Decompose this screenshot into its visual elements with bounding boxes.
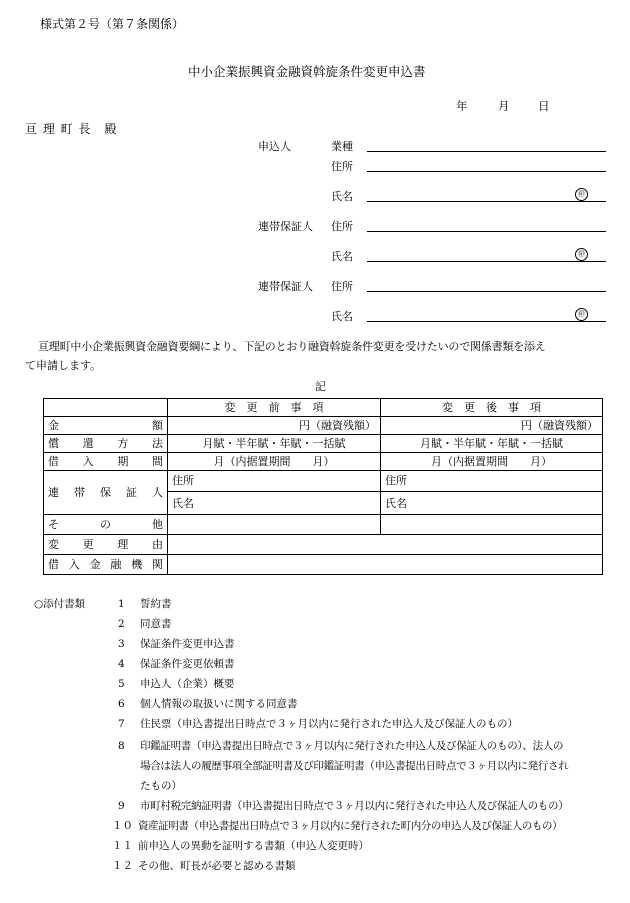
table-row-guarantor-address	[44, 471, 603, 492]
attachment-no: 7	[118, 718, 125, 730]
table-row-reason	[44, 535, 603, 555]
row-label-period: 借入期間	[44, 453, 168, 471]
attachment-no: １２	[112, 860, 133, 872]
addressee: 亘 理 町 長 殿	[25, 122, 118, 136]
attachment-item-3	[118, 634, 235, 654]
table-row-bank	[44, 555, 603, 575]
guarantor1-address-line[interactable]	[367, 231, 606, 232]
date-year: 年	[456, 99, 468, 113]
guarantor-after-address-cell[interactable]: 住所	[381, 471, 603, 492]
attachment-no: 6	[118, 698, 125, 710]
date-month: 月	[498, 99, 510, 113]
applicant-address-label: 住所	[331, 160, 353, 173]
attachment-item-4	[118, 654, 235, 674]
attachment-text: 保証条件変更依頼書	[140, 658, 235, 670]
guarantor-before-address-cell[interactable]: 住所	[168, 471, 381, 492]
applicant-name-label: 氏名	[331, 190, 353, 203]
guarantor2-name-label: 氏名	[331, 310, 353, 323]
attachment-text: その他、町長が必要と認める書類	[138, 860, 296, 872]
attachments-label: ○添付書類	[34, 598, 86, 610]
other-after-cell[interactable]	[381, 515, 603, 535]
attachment-text: 市町村税完納証明書（申込書提出日時点で３ヶ月以内に発行された申込人及び保証人のもの）	[140, 800, 569, 812]
guarantor1-name-line[interactable]	[367, 261, 606, 262]
attachment-item-7	[118, 714, 518, 734]
attachment-text: 同意書	[140, 618, 172, 630]
attachment-no: 3	[118, 638, 125, 650]
attachment-text: 前申込人の異動を証明する書類（申込人変更時）	[138, 840, 369, 852]
attachment-item-9	[118, 796, 568, 816]
ki-heading: 記	[315, 380, 326, 393]
guarantor-before-name-cell[interactable]: 氏名	[168, 492, 381, 515]
attachment-item-8-cont2: たもの）	[140, 780, 182, 792]
guarantor-after-name-cell[interactable]: 氏名	[381, 492, 603, 515]
attachment-no: 5	[118, 678, 125, 690]
attachment-no: 9	[118, 800, 125, 812]
header-blank	[44, 399, 168, 417]
form-number: 様式第２号（第７条関係）	[40, 17, 185, 31]
table-row-period	[44, 453, 603, 471]
bank-cell[interactable]	[168, 555, 603, 575]
guarantor1-name-label: 氏名	[331, 250, 353, 263]
attachment-text: 保証条件変更申込書	[140, 638, 235, 650]
row-label-repayment: 償還方法	[44, 435, 168, 453]
table-row-repayment	[44, 435, 603, 453]
attachment-text: 申込人（企業）概要	[140, 678, 235, 690]
row-label-reason: 変更理由	[44, 535, 168, 555]
row-label-bank: 借入金融機関	[44, 555, 168, 575]
applicant-industry-line[interactable]	[367, 151, 606, 152]
body-text-line2: て申請します。	[25, 359, 102, 372]
repayment-before-cell[interactable]: 月賦・半年賦・年賦・一括賦	[168, 435, 381, 453]
attachment-item-8	[118, 736, 563, 756]
body-text-line1: 亘理町中小企業振興資金融資要綱により、下記のとおり融資斡旋条件変更を受けたいので関係書類を添え	[38, 340, 546, 353]
guarantor2-address-line[interactable]	[367, 291, 606, 292]
attachment-item-8-cont1: 場合は法人の履歴事項全部証明書及び印鑑証明書（申込書提出日時点で３ヶ月以内に発行され	[140, 760, 569, 772]
attachment-item-12	[112, 856, 296, 876]
attachment-item-11	[112, 836, 369, 856]
change-table	[43, 398, 603, 575]
attachment-no: 4	[118, 658, 125, 670]
row-label-amount: 金額	[44, 417, 168, 435]
guarantor2-seal-icon: ㊞	[575, 308, 588, 321]
guarantor1-label: 連帯保証人	[258, 220, 313, 233]
guarantor2-name-line[interactable]	[367, 321, 606, 322]
repayment-after-cell[interactable]: 月賦・半年賦・年賦・一括賦	[381, 435, 603, 453]
attachment-text: 住民票（申込書提出日時点で３ヶ月以内に発行された申込人及び保証人のもの）	[140, 718, 518, 730]
attachment-item-2	[118, 614, 172, 634]
table-row-amount	[44, 417, 603, 435]
attachment-no: 1	[118, 598, 125, 610]
reason-cell[interactable]	[168, 535, 603, 555]
amount-after-cell[interactable]: 円（融資残額）	[381, 417, 603, 435]
table-header-row	[44, 399, 603, 417]
attachment-text: 誓約書	[140, 598, 172, 610]
table-row-other	[44, 515, 603, 535]
guarantor1-address-label: 住所	[331, 220, 353, 233]
guarantor2-address-label: 住所	[331, 280, 353, 293]
date-day: 日	[538, 99, 550, 113]
guarantor2-label: 連帯保証人	[258, 280, 313, 293]
attachment-item-10	[112, 816, 562, 836]
header-before: 変 更 前 事 項	[168, 399, 381, 417]
applicant-name-line[interactable]	[367, 201, 606, 202]
header-after: 変 更 後 事 項	[381, 399, 603, 417]
amount-before-cell[interactable]: 円（融資残額）	[168, 417, 381, 435]
row-label-guarantor: 連帯保証人	[44, 471, 168, 515]
attachment-text: 印鑑証明書（申込書提出日時点で３ヶ月以内に発行された申込人及び保証人のもの）、法人の	[140, 740, 564, 752]
applicant-label: 申込人	[258, 140, 291, 153]
attachment-item-1	[118, 594, 172, 614]
other-before-cell[interactable]	[168, 515, 381, 535]
attachment-no: 8	[118, 740, 125, 752]
attachment-item-5	[118, 674, 235, 694]
applicant-industry-label: 業種	[331, 140, 353, 153]
period-before-cell[interactable]: 月（内据置期間 月）	[168, 453, 381, 471]
attachment-text: 個人情報の取扱いに関する同意書	[140, 698, 298, 710]
guarantor1-seal-icon: ㊞	[575, 248, 588, 261]
applicant-seal-icon: ㊞	[575, 188, 588, 201]
attachment-text: 資産証明書（申込書提出日時点で３ヶ月以内に発行された町内分の申込人及び保証人のもの）	[138, 820, 563, 832]
attachment-no: １１	[112, 840, 133, 852]
attachment-item-6	[118, 694, 298, 714]
page-title: 中小企業振興資金融資斡旋条件変更申込書	[188, 64, 426, 79]
applicant-address-line[interactable]	[367, 171, 606, 172]
attachment-no: 2	[118, 618, 125, 630]
attachment-no: １０	[112, 820, 133, 832]
row-label-other: その他	[44, 515, 168, 535]
period-after-cell[interactable]: 月（内据置期間 月）	[381, 453, 603, 471]
